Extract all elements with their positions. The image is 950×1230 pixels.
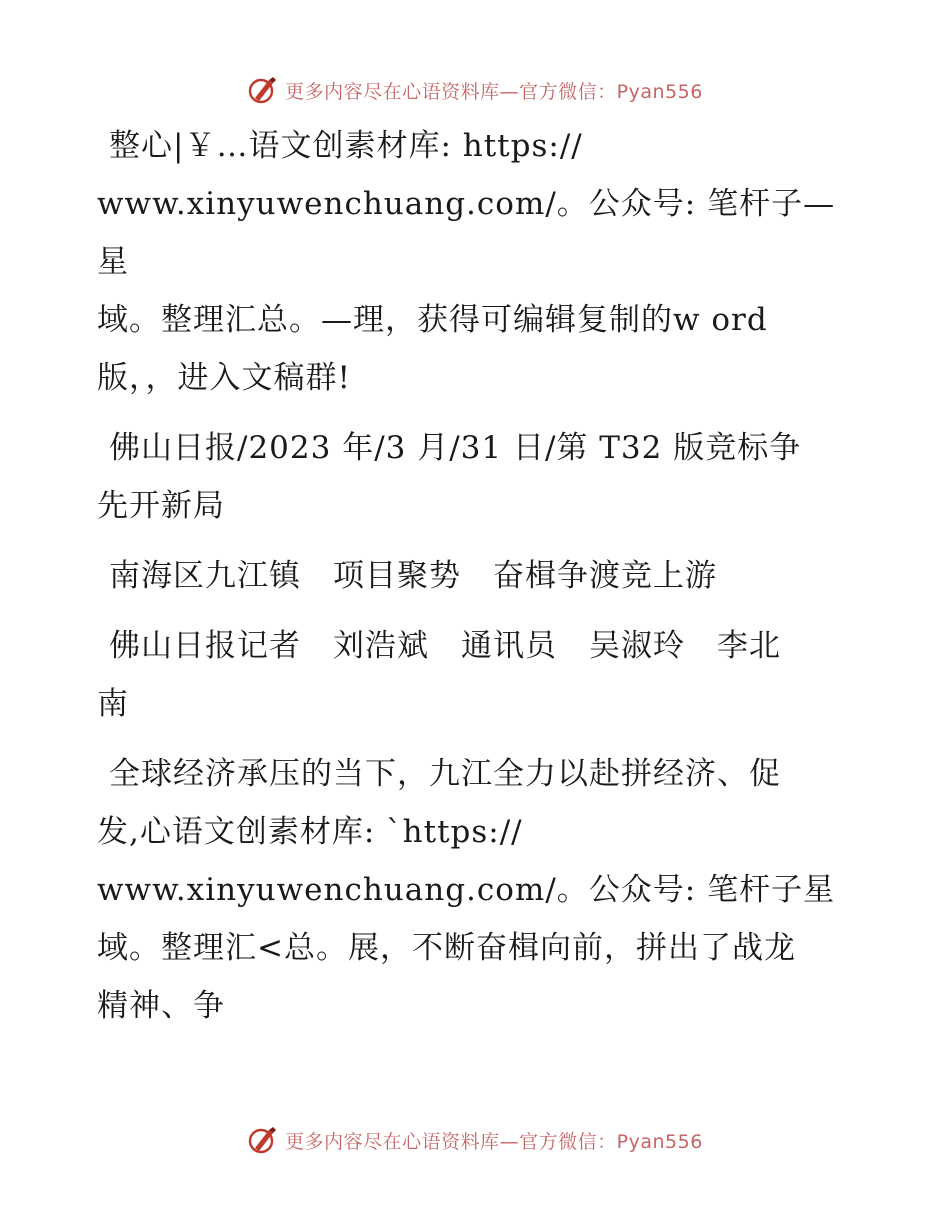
text-line: 精神、争 xyxy=(97,988,225,1024)
text-line: 整心|￥…语文创素材库: https:// xyxy=(109,128,583,164)
text-line: 域。整理汇总。—理，获得可编辑复制的w ord xyxy=(97,302,768,338)
text-line: 先开新局 xyxy=(97,488,225,524)
watermark-text: 更多内容尽在心语资料库—官方微信：Pyan556 xyxy=(285,1130,703,1153)
pen-logo-icon xyxy=(247,1124,279,1156)
paragraph-headline xyxy=(97,547,857,605)
text-line: 佛山日报/2023 年/3 月/31 日/第 T32 版竞标争 xyxy=(109,430,802,466)
pen-logo-icon xyxy=(247,74,279,106)
text-line: 版，，进入文稿群! xyxy=(97,360,351,396)
text-line: 发,心语文创素材库: `https:// xyxy=(97,814,523,850)
text-line: 佛山日报记者 刘浩斌 通讯员 吴淑玲 李北 xyxy=(109,628,781,664)
document-body xyxy=(97,117,857,1047)
paragraph-intro xyxy=(97,117,857,407)
footer-watermark-banner xyxy=(0,1120,950,1160)
paragraph-byline xyxy=(97,617,857,733)
paragraph-source xyxy=(97,419,857,535)
watermark-text: 更多内容尽在心语资料库—官方微信：Pyan556 xyxy=(285,80,703,103)
text-line: www.xinyuwenchuang.com/。公众号: 笔杆子星 xyxy=(97,872,836,908)
header-watermark-banner xyxy=(0,70,950,110)
text-line: 全球经济承压的当下，九江全力以赴拼经济、促 xyxy=(109,756,781,792)
paragraph-body xyxy=(97,745,857,1035)
text-line: 南 xyxy=(97,686,129,722)
text-line: 域。整理汇<总。展，不断奋楫向前，拼出了战龙 xyxy=(97,930,796,966)
text-line: www.xinyuwenchuang.com/。公众号: 笔杆子—星 xyxy=(97,186,836,280)
text-line: 南海区九江镇 项目聚势 奋楫争渡竞上游 xyxy=(109,558,717,594)
